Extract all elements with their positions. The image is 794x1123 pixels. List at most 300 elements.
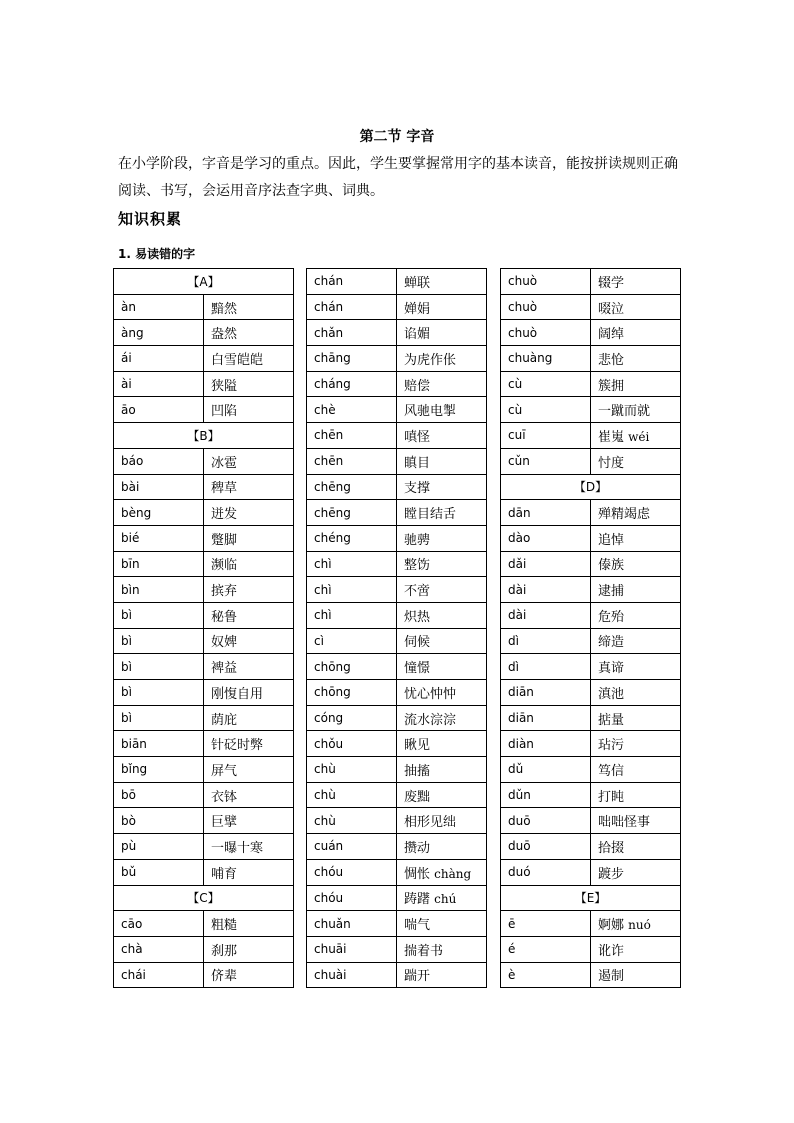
word-text: 掂量 [598, 712, 625, 728]
pinyin-cell: chēng [307, 500, 397, 526]
word-text: 忧心忡忡 [404, 686, 457, 702]
pinyin-cell: chì [307, 577, 397, 603]
pinyin-cell: bèng [114, 500, 204, 526]
pinyin-cell: cù [501, 371, 591, 397]
table-row [114, 936, 294, 962]
word-cell [397, 551, 487, 577]
word-cell [397, 423, 487, 449]
table-row [114, 577, 294, 603]
word-cell [591, 551, 681, 577]
pinyin-cell: cāo [114, 911, 204, 937]
pinyin-cell: àn [114, 294, 204, 320]
word-cell [204, 654, 294, 680]
word-text: 啜泣 [598, 301, 625, 317]
word-cell [204, 397, 294, 423]
pinyin-cell: bié [114, 525, 204, 551]
table-row [307, 551, 487, 577]
pinyin-cell: diān [501, 705, 591, 731]
word-cell [397, 936, 487, 962]
word-cell [591, 500, 681, 526]
table-row [307, 936, 487, 962]
letter-group-row [114, 269, 294, 295]
pinyin-cell: dǔn [501, 782, 591, 808]
pinyin-cell: chóu [307, 859, 397, 885]
word-cell [204, 936, 294, 962]
pronunciation-table-1 [113, 268, 294, 988]
pinyin-cell: chōng [307, 680, 397, 706]
word-text: 婀娜 [598, 918, 625, 934]
table-row [501, 423, 681, 449]
pinyin-cell: chōng [307, 654, 397, 680]
pinyin-cell: dǔ [501, 757, 591, 783]
word-cell [397, 808, 487, 834]
word-text: 为虎作伥 [404, 352, 457, 368]
pinyin-cell: dài [501, 577, 591, 603]
pinyin-cell: é [501, 936, 591, 962]
pinyin-cell: bì [114, 602, 204, 628]
word-cell [591, 269, 681, 295]
pinyin-cell: duō [501, 808, 591, 834]
table-row [501, 551, 681, 577]
table-row [114, 474, 294, 500]
word-cell [204, 757, 294, 783]
word-text: 风驰电掣 [404, 404, 457, 420]
pronunciation-table-2 [306, 268, 487, 988]
table-row [307, 269, 487, 295]
pinyin-cell: ài [114, 371, 204, 397]
pinyin-cell: chǒu [307, 731, 397, 757]
pinyin-cell: è [501, 962, 591, 988]
word-text: 踹开 [404, 969, 431, 985]
pinyin-cell: cháng [307, 371, 397, 397]
table-row [114, 731, 294, 757]
word-cell [204, 294, 294, 320]
word-cell [397, 500, 487, 526]
table-row [114, 782, 294, 808]
word-cell [591, 911, 681, 937]
table-row [114, 680, 294, 706]
pinyin-cell: cì [307, 628, 397, 654]
pinyin-cell: bì [114, 654, 204, 680]
pinyin-cell: chēn [307, 448, 397, 474]
word-text: 狭隘 [211, 378, 238, 394]
table-row [114, 448, 294, 474]
pinyin-cell: bǔ [114, 859, 204, 885]
word-text: 追悼 [598, 532, 625, 548]
word-text: 巨擘 [211, 815, 238, 831]
table-row [307, 782, 487, 808]
page-title: 第二节 字音 [359, 129, 435, 145]
word-cell [591, 705, 681, 731]
pinyin-note: wéi [628, 429, 650, 444]
word-text: 濒临 [211, 558, 238, 574]
pinyin-cell: dì [501, 628, 591, 654]
word-text: 凹陷 [211, 404, 238, 420]
word-cell [204, 834, 294, 860]
table-row [501, 705, 681, 731]
word-text: 滇池 [598, 686, 625, 702]
word-cell [204, 628, 294, 654]
table-row [307, 474, 487, 500]
pinyin-cell: bì [114, 680, 204, 706]
word-text: 支撑 [404, 481, 431, 497]
table-row [114, 551, 294, 577]
word-cell [591, 962, 681, 988]
word-cell [397, 474, 487, 500]
pinyin-cell: chéng [307, 525, 397, 551]
table-row [501, 731, 681, 757]
letter-group-row [501, 885, 681, 911]
word-text: 炽热 [404, 609, 431, 625]
pinyin-cell: chēn [307, 423, 397, 449]
pinyin-cell: chēng [307, 474, 397, 500]
pinyin-cell: chù [307, 757, 397, 783]
pinyin-cell: bài [114, 474, 204, 500]
word-text: 婵娟 [404, 301, 431, 317]
table-row [501, 808, 681, 834]
word-text: 迸发 [211, 507, 238, 523]
word-cell [204, 346, 294, 372]
word-cell [591, 320, 681, 346]
word-text: 瞅见 [404, 738, 431, 754]
table-row [307, 320, 487, 346]
word-text: 屏气 [211, 763, 238, 779]
table-row [114, 654, 294, 680]
word-text: 笃信 [598, 763, 625, 779]
word-cell [204, 500, 294, 526]
pinyin-cell: chán [307, 294, 397, 320]
word-text: 嗔怪 [404, 429, 431, 445]
word-cell [204, 731, 294, 757]
word-text: 簇拥 [598, 378, 625, 394]
word-text: 抽搐 [404, 763, 431, 779]
pinyin-cell: dài [501, 602, 591, 628]
word-text: 伺候 [404, 635, 431, 651]
word-text: 秘鲁 [211, 609, 238, 625]
word-text: 蝉联 [404, 275, 431, 291]
word-text: 黯然 [211, 301, 238, 317]
pinyin-cell: chì [307, 551, 397, 577]
letter-group-row [114, 423, 294, 449]
word-text: 拾掇 [598, 840, 625, 856]
subsection-heading: 1. 易读错的字 [118, 247, 196, 261]
word-cell [397, 320, 487, 346]
word-text: 辍学 [598, 275, 625, 291]
word-cell [591, 602, 681, 628]
pinyin-cell: àng [114, 320, 204, 346]
word-cell [591, 294, 681, 320]
word-text: 惆怅 [404, 866, 431, 882]
word-cell [397, 269, 487, 295]
table-row [307, 962, 487, 988]
table-row [501, 782, 681, 808]
word-text: 摈弃 [211, 584, 238, 600]
word-cell [204, 859, 294, 885]
pinyin-cell: duó [501, 859, 591, 885]
word-cell [397, 834, 487, 860]
section-heading: 知识积累 [118, 210, 183, 228]
word-text: 瞋目 [404, 455, 431, 471]
word-text: 一曝十寒 [211, 840, 264, 856]
table-row [501, 397, 681, 423]
table-row [114, 346, 294, 372]
pinyin-cell: chuài [307, 962, 397, 988]
letter-group-header: 【E】 [501, 885, 681, 911]
pinyin-cell: chù [307, 808, 397, 834]
word-cell [204, 782, 294, 808]
table-row [501, 294, 681, 320]
word-text: 揣着书 [404, 943, 444, 959]
word-cell [204, 680, 294, 706]
word-cell [591, 680, 681, 706]
word-text: 不啻 [404, 584, 431, 600]
word-text: 荫庇 [211, 712, 238, 728]
table-row [307, 808, 487, 834]
table-row [114, 602, 294, 628]
table-row [501, 859, 681, 885]
table-row [501, 680, 681, 706]
word-cell [204, 551, 294, 577]
pinyin-cell: chuǎn [307, 911, 397, 937]
table-row [307, 448, 487, 474]
table-row [501, 346, 681, 372]
pinyin-cell: cù [501, 397, 591, 423]
word-cell [591, 782, 681, 808]
pinyin-cell: dào [501, 525, 591, 551]
pinyin-cell: bǐng [114, 757, 204, 783]
word-cell [204, 474, 294, 500]
table-row [307, 705, 487, 731]
word-cell [591, 808, 681, 834]
pinyin-cell: chè [307, 397, 397, 423]
table-row [307, 423, 487, 449]
word-text: 稗草 [211, 481, 238, 497]
word-cell [591, 731, 681, 757]
word-cell [397, 731, 487, 757]
word-cell [397, 705, 487, 731]
pinyin-cell: bì [114, 628, 204, 654]
word-text: 傣族 [598, 558, 625, 574]
word-text: 缔造 [598, 635, 625, 651]
table-row [501, 911, 681, 937]
word-cell [397, 628, 487, 654]
word-text: 流水淙淙 [404, 712, 457, 728]
pinyin-cell: dì [501, 654, 591, 680]
pinyin-cell: dǎi [501, 551, 591, 577]
table-row [307, 680, 487, 706]
word-cell [591, 577, 681, 603]
word-text: 裨益 [211, 661, 238, 677]
table-row [307, 859, 487, 885]
table-row [307, 500, 487, 526]
pinyin-note: chàng [434, 866, 472, 881]
word-text: 刚愎自用 [211, 686, 264, 702]
word-text: 打盹 [598, 789, 625, 805]
table-row [501, 371, 681, 397]
pinyin-cell: āo [114, 397, 204, 423]
table-row [501, 834, 681, 860]
pinyin-cell: cuán [307, 834, 397, 860]
table-row [501, 525, 681, 551]
table-row [307, 294, 487, 320]
word-cell [591, 936, 681, 962]
pinyin-cell: bīn [114, 551, 204, 577]
word-text: 逮捕 [598, 584, 625, 600]
table-row [307, 602, 487, 628]
letter-group-row [114, 885, 294, 911]
pinyin-cell: ē [501, 911, 591, 937]
word-text: 殚精竭虑 [598, 507, 651, 523]
table-row [114, 628, 294, 654]
word-text: 侪辈 [211, 969, 238, 985]
pinyin-note: chú [434, 892, 457, 907]
word-cell [397, 654, 487, 680]
table-row [307, 885, 487, 911]
word-text: 蹩脚 [211, 532, 238, 548]
table-row [307, 654, 487, 680]
table-row [501, 936, 681, 962]
pinyin-cell: bì [114, 705, 204, 731]
word-cell [204, 525, 294, 551]
word-cell [397, 885, 487, 911]
word-cell [591, 525, 681, 551]
word-text: 憧憬 [404, 661, 431, 677]
word-cell [397, 371, 487, 397]
word-text: 忖度 [598, 455, 625, 471]
letter-group-row [501, 474, 681, 500]
word-text: 踌躇 [404, 892, 431, 908]
word-text: 谄媚 [404, 327, 431, 343]
word-text: 盎然 [211, 327, 238, 343]
word-cell [397, 346, 487, 372]
pinyin-note: nuó [628, 918, 651, 933]
word-cell [397, 448, 487, 474]
pinyin-cell: chán [307, 269, 397, 295]
table-row [307, 731, 487, 757]
letter-group-header: 【A】 [114, 269, 294, 295]
table-row [114, 705, 294, 731]
table-row [501, 602, 681, 628]
pinyin-cell: chuò [501, 320, 591, 346]
table-row [114, 320, 294, 346]
table-row [307, 577, 487, 603]
table-row [501, 320, 681, 346]
table-row [307, 397, 487, 423]
table-row [114, 859, 294, 885]
table-row [501, 628, 681, 654]
pinyin-cell: chuàng [501, 346, 591, 372]
word-cell [204, 602, 294, 628]
table-row [501, 962, 681, 988]
word-cell [204, 448, 294, 474]
word-text: 相形见绌 [404, 815, 457, 831]
word-cell [397, 577, 487, 603]
table-row [114, 397, 294, 423]
table-row [307, 628, 487, 654]
word-cell [591, 423, 681, 449]
word-cell [397, 680, 487, 706]
pinyin-cell: chái [114, 962, 204, 988]
pinyin-cell: cóng [307, 705, 397, 731]
table-row [307, 834, 487, 860]
table-row [501, 269, 681, 295]
word-text: 阔绰 [598, 327, 625, 343]
word-cell [397, 911, 487, 937]
table-row [114, 500, 294, 526]
pinyin-cell: chuò [501, 269, 591, 295]
word-text: 咄咄怪事 [598, 815, 651, 831]
word-cell [204, 577, 294, 603]
word-cell [397, 859, 487, 885]
table-row [114, 371, 294, 397]
pinyin-cell: chāng [307, 346, 397, 372]
pinyin-cell: chà [114, 936, 204, 962]
pinyin-cell: chóu [307, 885, 397, 911]
pinyin-cell: chuò [501, 294, 591, 320]
word-cell [591, 654, 681, 680]
word-cell [204, 911, 294, 937]
word-cell [397, 397, 487, 423]
letter-group-header: 【D】 [501, 474, 681, 500]
word-cell [591, 346, 681, 372]
word-text: 攒动 [404, 840, 431, 856]
table-row [307, 525, 487, 551]
word-text: 遏制 [598, 969, 625, 985]
pinyin-cell: cǔn [501, 448, 591, 474]
word-text: 奴婢 [211, 635, 238, 651]
pinyin-cell: diān [501, 680, 591, 706]
word-text: 一蹴而就 [598, 404, 651, 420]
word-text: 真谛 [598, 661, 625, 677]
pinyin-cell: ái [114, 346, 204, 372]
pinyin-cell: bò [114, 808, 204, 834]
word-cell [397, 962, 487, 988]
table-row [114, 525, 294, 551]
word-text: 整饬 [404, 558, 431, 574]
pinyin-cell: dān [501, 500, 591, 526]
pinyin-cell: diàn [501, 731, 591, 757]
pinyin-cell: chǎn [307, 320, 397, 346]
word-text: 赔偿 [404, 378, 431, 394]
word-text: 踱步 [598, 866, 625, 882]
word-cell [591, 859, 681, 885]
pinyin-cell: duō [501, 834, 591, 860]
table-row [114, 808, 294, 834]
word-text: 哺育 [211, 866, 238, 882]
word-cell [591, 757, 681, 783]
word-cell [204, 371, 294, 397]
word-cell [397, 757, 487, 783]
word-text: 喘气 [404, 918, 431, 934]
word-text: 衣钵 [211, 789, 238, 805]
table-row [114, 294, 294, 320]
pinyin-cell: cuī [501, 423, 591, 449]
word-cell [591, 371, 681, 397]
word-cell [397, 294, 487, 320]
word-text: 驰骋 [404, 532, 431, 548]
word-cell [591, 628, 681, 654]
table-row [501, 448, 681, 474]
pinyin-cell: chù [307, 782, 397, 808]
table-row [307, 757, 487, 783]
table-row [307, 371, 487, 397]
pinyin-cell: pù [114, 834, 204, 860]
word-text: 玷污 [598, 738, 625, 754]
word-text: 白雪皑皑 [211, 352, 264, 368]
word-text: 针砭时弊 [211, 738, 264, 754]
word-text: 废黜 [404, 789, 431, 805]
letter-group-header: 【C】 [114, 885, 294, 911]
